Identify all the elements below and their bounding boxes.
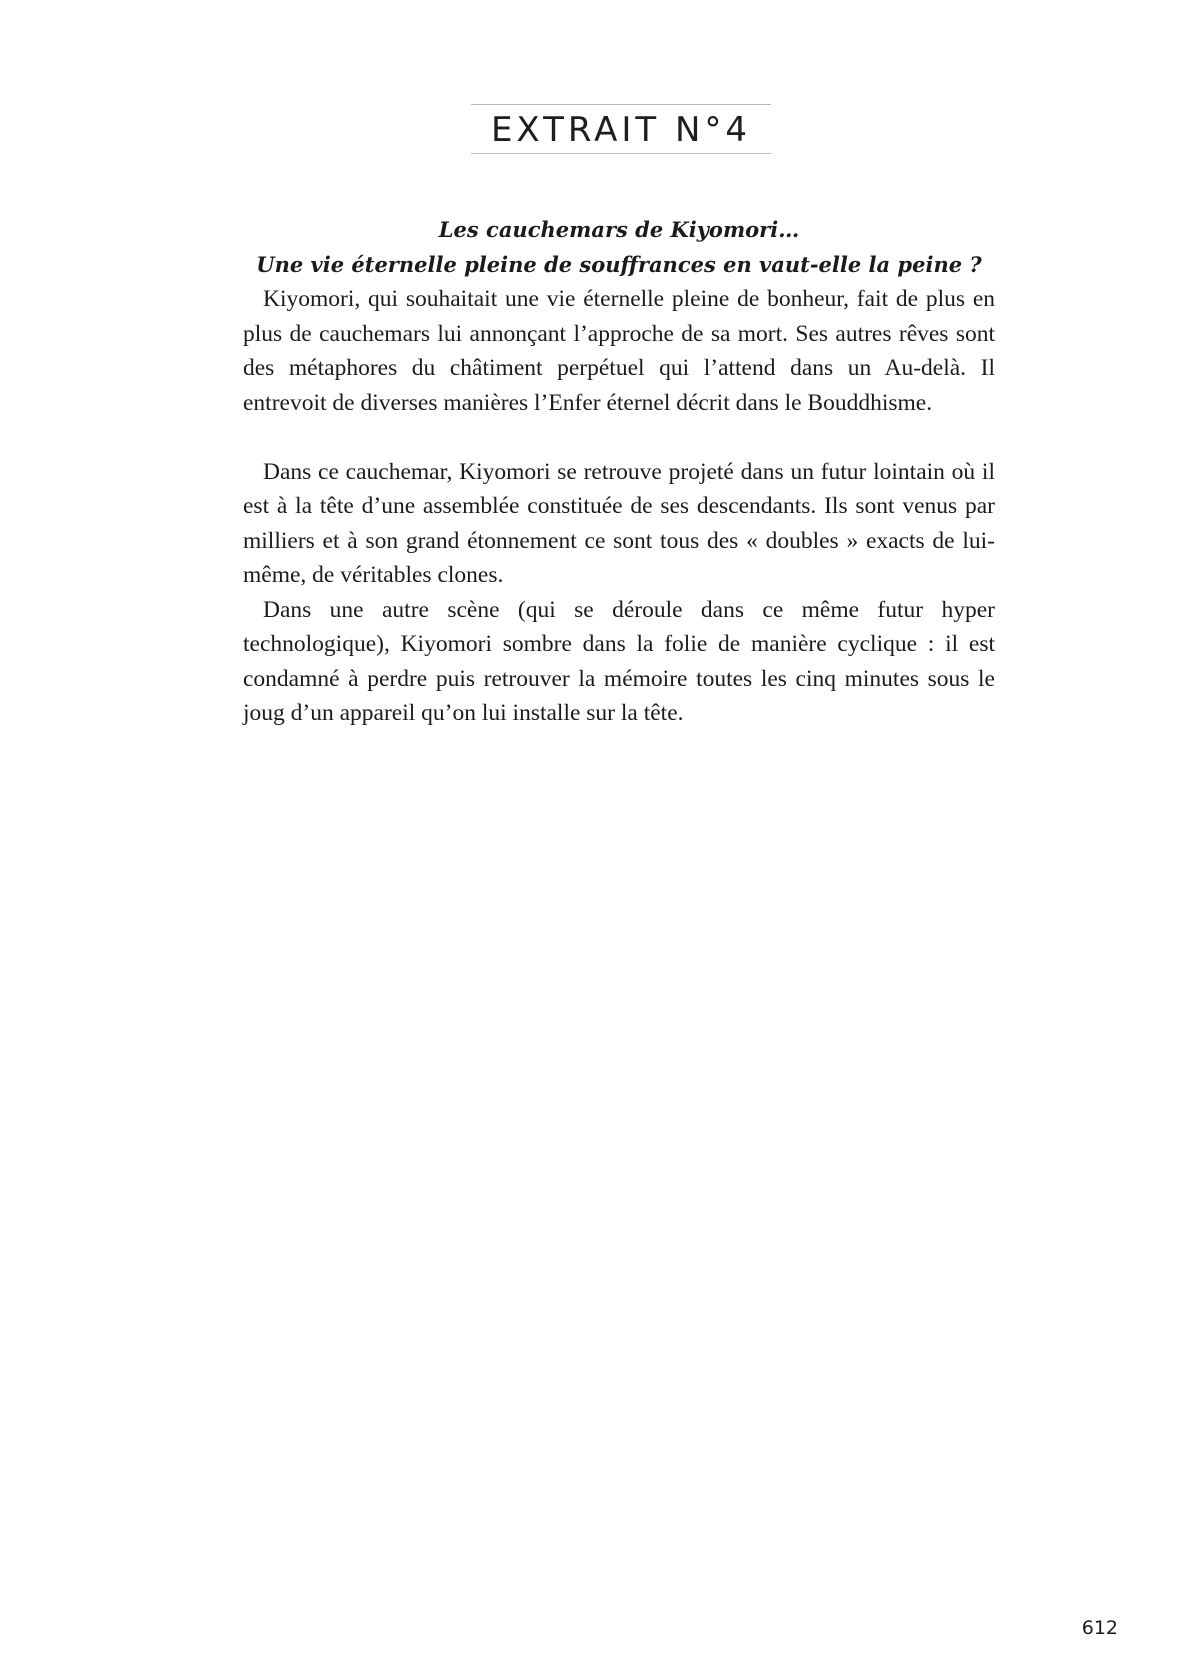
paragraph-2: Dans ce cauchemar, Kiyomori se retrouve projeté dans un futur lointain où il est à la tête d’une assemblée constituée de ses descendants. Ils sont venus par milliers et à son grand étonnement ce sont tous des « doubles » exacts de lui-même, de véritables clones. (243, 458, 995, 588)
page-number: 612 (1081, 1617, 1118, 1639)
subtitle-line-1: Les cauchemars de Kiyomori… (438, 217, 800, 242)
chapter-title-frame (471, 104, 771, 154)
main-content (243, 213, 995, 731)
chapter-title: EXTRAIT N°4 (490, 110, 752, 150)
paragraph-3: Dans une autre scène (qui se déroule dans ce même futur hyper technologique), Kiyomori sombre dans la folie de manière cyclique : il est condamné à perdre puis retrouver la mémoire toutes les cinq minutes sous le joug d’un appareil qu’on lui installe sur la tête. (243, 596, 995, 726)
subtitle-line-2: Une vie éternelle pleine de souffrances en vaut-elle la peine ? (256, 251, 982, 277)
paragraph-1: Kiyomori, qui souhaitait une vie éternelle pleine de bonheur, fait de plus en plus de cauchemars lui annonçant l’approche de sa mort. Ses autres rêves sont des métaphores du châtiment perpétuel qui l’attend dans un Au-delà. Il entrevoit de diverses manières l’Enfer éternel décrit dans le Bouddhisme. (243, 286, 995, 416)
